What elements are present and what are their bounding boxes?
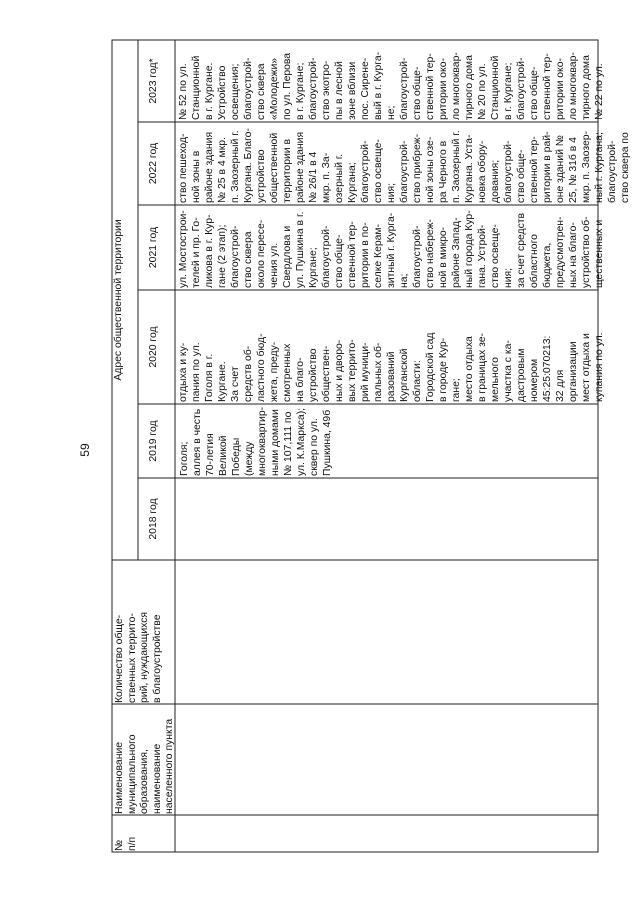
count-header: Количество обще- ственных террито- рий, нуждающихся в благоустройстве <box>114 611 163 703</box>
cell-2023: № 52 по ул. Станционной в г. Кургане. Устройство освещения; благоустрой- ство сквера «Молодежи» по ул. Перова в г. Кургане; благоустрой- ство экотро- пы в лесной зоне вблизи пос. Сирене- вый в г. Курга- не; благоустрой- ство обще- ственной тер- ритории око- ло многоквар- тирного дома № 20 по ул. Станционной в г. Кургане; благоустрой- ство обще- ственной тер- ритории око- ло многоквар- тирного дома № 22 по ул. <box>178 51 605 120</box>
num-header: № п/п <box>114 836 138 851</box>
municipality-header: Наименование муниципального образования, наименование населенного пункта <box>114 718 175 814</box>
year-header-2021: 2021 год <box>148 226 159 269</box>
year-header-2019: 2019 год <box>148 420 159 462</box>
page-number: 59 <box>78 443 92 457</box>
year-header-2022: 2022 год <box>148 142 159 185</box>
cell-2021: ул. Мостострои- телей и пр. Го- ликова в г. Кур- гане (2 этап); благоустрой- ство сквера около пересе- чения ул. Свердлова и ул. Пушкина в г. Кургане; благоустрой- ство обще- ственной тер- ритории в по- селке Керам- зитный г. Курга- на; благоустрой- ство набереж- ной в микро- районе Запад- ный города Кур- гана. Устрой- ство освеще- ния; за счет средств областного бюджета, предусмотрен- ных на благо- устройство об- щественных и <box>178 210 605 288</box>
year-header-2018: 2018 год <box>148 498 159 540</box>
year-header-2023: 2023 год* <box>148 58 159 104</box>
cell-2022: ство пешеход- ной зоны в районе здания № 25 в 4 мкр. п. Заозерный г. Кургана. Благо- устройство общественной территории в районе здания № 26/1 в 4 мкр. п. За- озерный г. Кургана; благоустрой- ство освеще- ния; благоустрой- ство прибреж- ной зоны озе- ра Черного в п. Заозерный г. Кургана. Уста- новка обору- дования; благоустрой- ство обще- ственной тер- ритории в рай- оне зданий № 25, № 31б в 4 мкр. п. Заозер- ный г. Кургана; благоустрой- ство сквера по <box>178 128 631 203</box>
year-header-2020: 2020 год <box>148 326 159 368</box>
cell-2018 <box>177 479 597 559</box>
cell-2024 <box>177 41 597 77</box>
cell-2020: отдыха и ку- пания по ул. Гоголя в г. Кургане. За счет средств об- ластного бюд- жета, преду- смотренных на благо- устройство обществен- ных и дворо- вых террито- рий муници- пальных об- разований Курганской области: Городской сад в городе Кур- гане; место отдыха в границах зе- мельного участка с ка- дастровым номером 45:25:070213: 32 для организации мест отдыха и купания по ул. <box>178 332 605 402</box>
cell-2019: Гоголя; аллея в честь 70-летия Великой Победы (между многоквартир- ными домами № 107,111 по ул. К.Маркса); сквер по ул. Пушкина, 49б <box>179 406 333 476</box>
address-group-header: Адрес общественной территории <box>113 219 124 381</box>
